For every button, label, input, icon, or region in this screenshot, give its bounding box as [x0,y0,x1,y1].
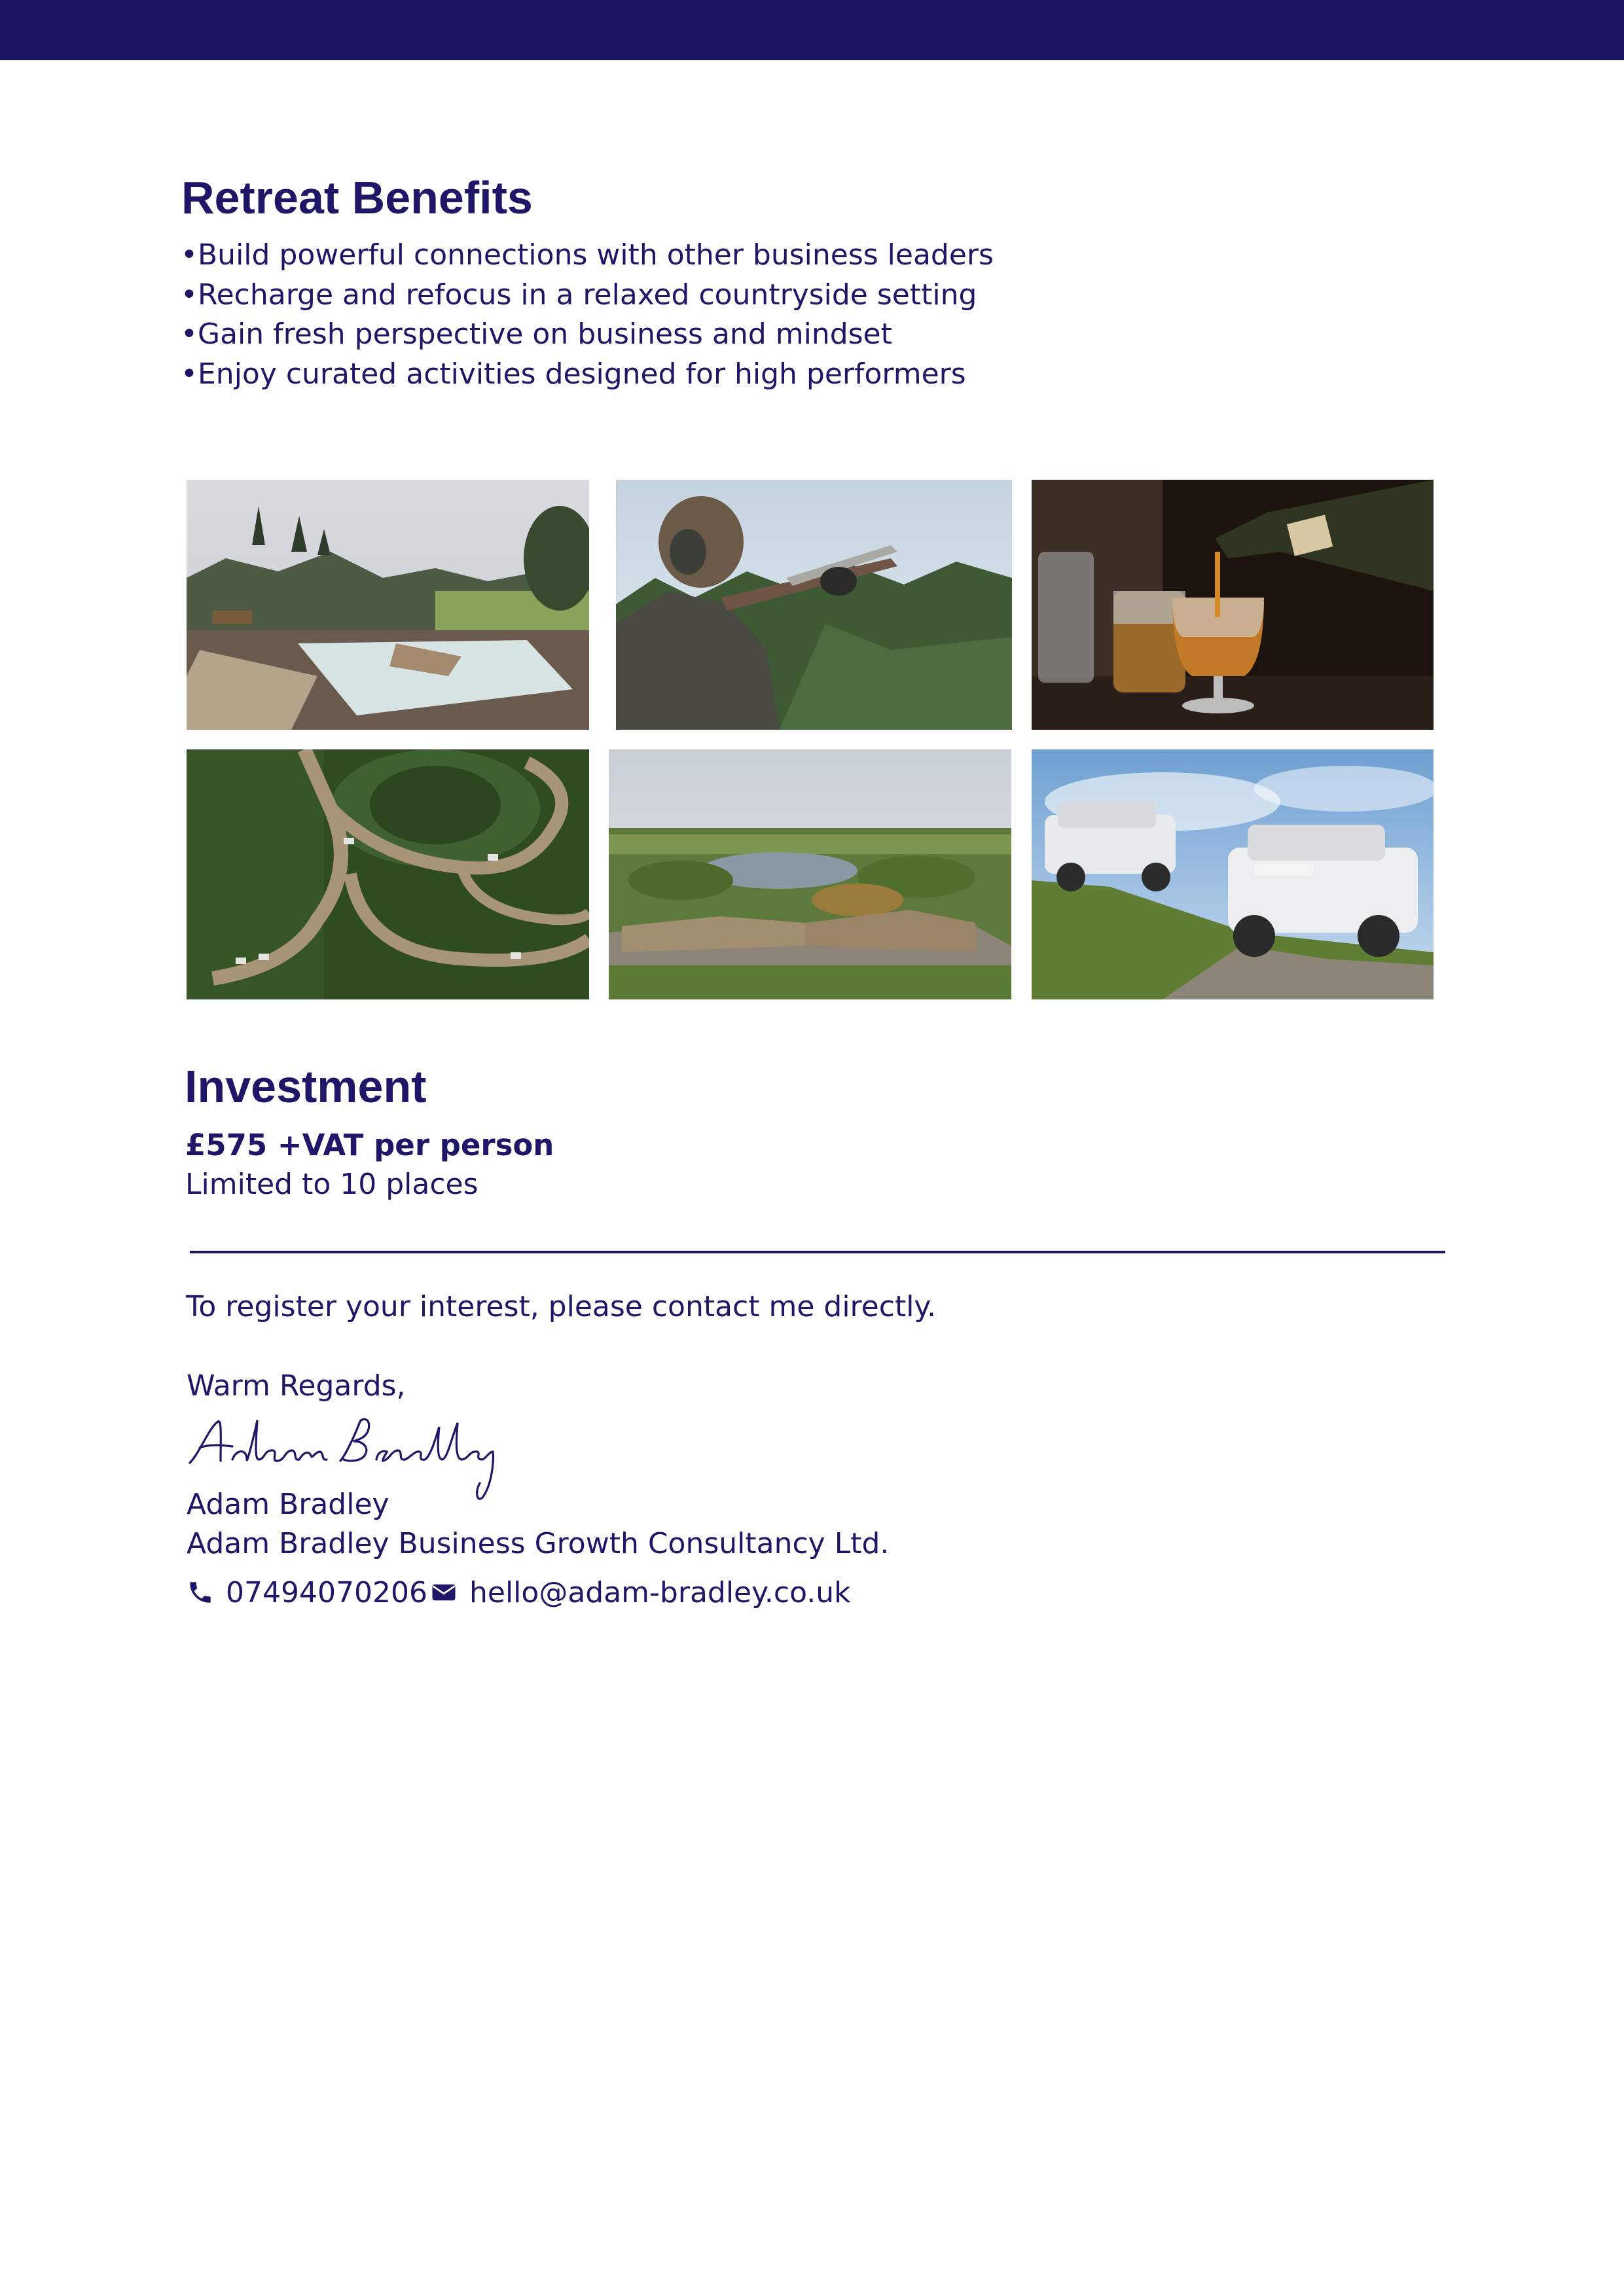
phone-icon [187,1579,214,1606]
spa-pool-photo [187,480,589,730]
benefit-item: •Build powerful connections with other business leaders [181,238,994,272]
price-text: £575 +VAT per person [185,1128,554,1162]
benefit-item: •Enjoy curated activities designed for high performers [181,357,966,391]
investment-title: Investment [185,1061,427,1112]
register-text: To register your interest, please contact me directly. [186,1290,937,1323]
phone-contact[interactable] [187,1574,427,1611]
whisky-photo [1032,480,1434,730]
aerial-track-photo [187,749,589,999]
envelope-icon [430,1579,458,1606]
header-bar [0,0,1624,60]
benefit-item: •Gain fresh perspective on business and mindset [181,317,892,351]
divider [190,1251,1445,1253]
clay-shooting-photo [616,480,1012,730]
benefit-item: •Recharge and refocus in a relaxed countryside setting [181,278,977,312]
email-address[interactable]: hello@adam-bradley.co.uk [469,1575,851,1609]
estate-hotel-photo [609,749,1011,999]
benefits-title: Retreat Benefits [181,172,533,223]
phone-number[interactable]: 07494070206 [226,1575,427,1609]
company-name: Adam Bradley Business Growth Consultancy Ltd. [187,1527,890,1560]
sender-name: Adam Bradley [187,1488,389,1521]
regards-text: Warm Regards, [187,1369,406,1403]
land-rovers-photo [1032,749,1434,999]
email-contact[interactable] [430,1574,851,1611]
benefits-list [181,236,994,394]
places-text: Limited to 10 places [185,1168,478,1201]
